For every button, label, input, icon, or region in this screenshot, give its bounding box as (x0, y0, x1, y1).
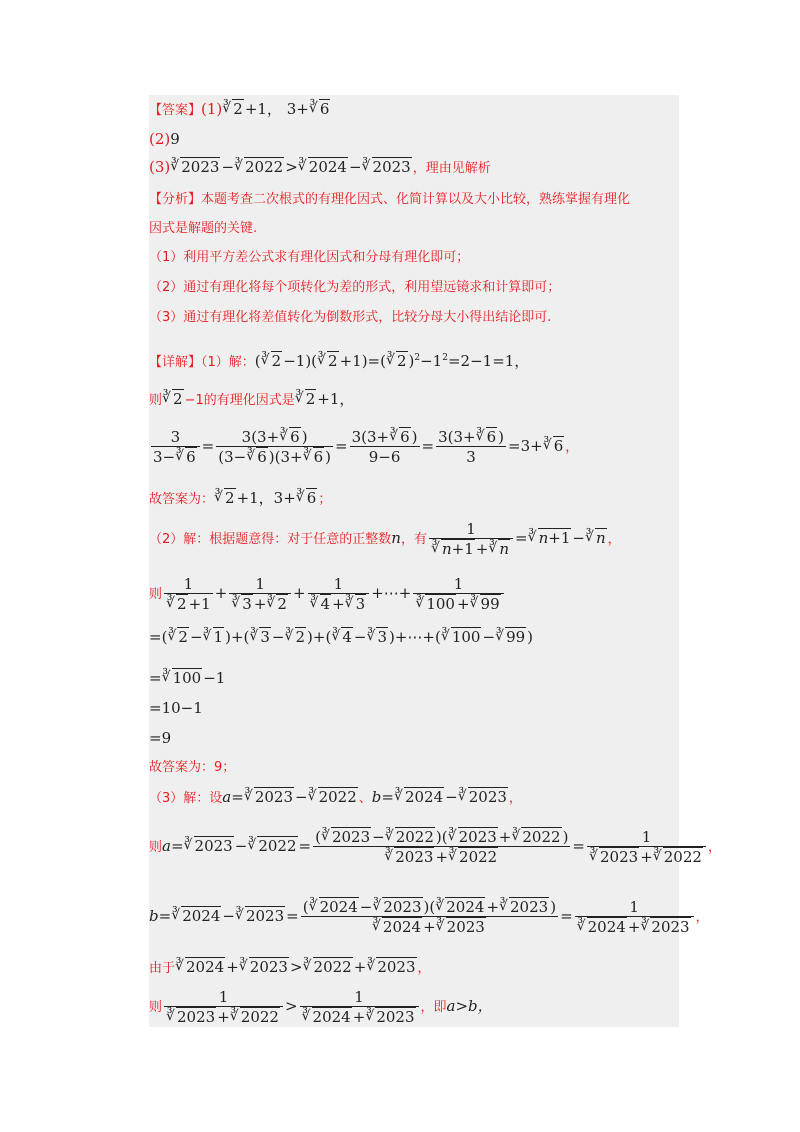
detail-part2-have: ，有 (400, 532, 427, 547)
radicand: 2 (396, 352, 407, 370)
cube-root-radical (448, 848, 498, 866)
denominator: (3−∛ 6 )(3+∛ 6 ) (216, 446, 333, 466)
radicand: 2022 (245, 158, 284, 176)
fraction (151, 428, 200, 466)
conclusion-a-gt-b: a>b， (446, 997, 493, 1015)
then-label: 则 (149, 1000, 163, 1015)
detail-part3-b-expr: b=∛ 2024 −∛ 2023 = (∛ 2024 −∛ 2023 )(∛ 2024 +∛ 2023 ) ∛ 2024 +∛ 2023 = 1 ∛ 2024 +∛ 2023 ， (149, 896, 709, 938)
radicand: 2 (173, 390, 183, 408)
fraction (436, 428, 506, 466)
radicand: 2023 (446, 918, 485, 936)
cube-root-radical (231, 595, 253, 613)
radicand: n+1 (441, 540, 474, 558)
detail-part2-line-3 (149, 668, 225, 688)
analysis-line-1 (149, 190, 630, 210)
variable-n: n (391, 529, 401, 547)
radicand: 2023 (372, 158, 411, 176)
denominator: ∛ 2023 +∛ 2022 (313, 846, 570, 866)
cube-root-radical (170, 157, 220, 177)
cube-root-radical (372, 898, 422, 916)
greater-sign: > (285, 158, 298, 176)
denominator: 9−6 (350, 446, 420, 466)
cube-root-radical (175, 448, 197, 466)
radicand: 6 (313, 448, 324, 466)
cube-root-radical (175, 957, 225, 977)
cube-root-radical (577, 918, 627, 936)
radicand: 2023 (383, 898, 422, 916)
detail-part2-intro: （2）解：根据题意得：对于任意的正整数n，有 1 ∛ n+1 +∛ n =∛ n+1 −∛ n ， (149, 520, 621, 558)
detail-part3-intro: （3）解：设a=∛ 2023 −∛ 2022 、b=∛ 2024 −∛ 2023 ， (149, 787, 522, 809)
radicand: 2023 (377, 958, 416, 976)
numerator: 1 (183, 575, 194, 593)
radicand: 6 (486, 428, 497, 446)
radicand: 3 (260, 628, 270, 646)
radicand: 2022 (240, 1008, 279, 1026)
radicand: 2023 (245, 907, 285, 925)
radicand: 2 (233, 100, 243, 118)
cube-root-radical (309, 898, 359, 916)
detail-part1-then-mid: −1的有理化因式是 (184, 393, 295, 408)
cube-root-radical (653, 848, 703, 866)
cube-root-radical (295, 389, 317, 409)
radicand: 2022 (522, 828, 561, 846)
radicand: 6 (553, 437, 564, 455)
cube-root-radical (321, 828, 371, 846)
radicand: 100 (451, 628, 481, 646)
detail-part2-answer: 故答案为：9； (149, 760, 236, 775)
numerator: 1 (453, 575, 464, 593)
radicand: 4 (342, 628, 352, 646)
variable-b: b (371, 788, 382, 806)
denominator: ∛ 2 +1 (164, 593, 213, 613)
cube-root-radical (303, 957, 353, 977)
fraction (350, 428, 420, 466)
radicand: 2023 (458, 828, 497, 846)
numerator: 1 (354, 988, 364, 1006)
cube-root-radical (435, 898, 485, 916)
cube-root-radical (372, 918, 422, 936)
radicand: 3 (242, 595, 252, 613)
cube-root-radical (362, 157, 412, 177)
answer-part3-tail: ，理由见解析 (412, 161, 491, 176)
radicand: 2023 (331, 828, 371, 846)
answer-line-2 (149, 129, 180, 149)
denominator: 3 (436, 446, 506, 466)
cube-root-radical (171, 896, 221, 936)
cube-root-radical (495, 627, 526, 647)
radicand: 4 (320, 595, 331, 613)
radicand: 2023 (376, 1008, 415, 1026)
radicand: 2 (225, 489, 235, 507)
cube-root-radical (166, 1008, 216, 1026)
cube-root-radical (222, 99, 244, 119)
answer-line-3 (149, 157, 491, 179)
cube-root-radical (394, 787, 444, 807)
comma: ， (508, 791, 522, 806)
radicand: 2023 (468, 788, 507, 806)
cube-root-radical (285, 627, 307, 647)
detail-part2-sum: 则 1 ∛ 2 +1 + 1 ∛ 3 +∛ 2 + 1 ∛ 4 +∛ 3 +⋯+ 1 ∛ 100 +∛ 99 (149, 575, 506, 613)
cube-root-radical (458, 787, 508, 807)
cube-root-radical (470, 595, 501, 613)
fraction (575, 898, 694, 936)
cube-root-radical (389, 428, 411, 446)
comma: ， (565, 440, 579, 455)
detail-part1-fraction-chain: $\frac{3}{3-∛ 6}$ = $\frac{3(3+∛ 6 )}{(3-∛ 6 )(3+∛ 6 )}$ = $\frac{3(3+∛ 6 )}{9-6}$ = $\frac{3(3+∛ 6 )}{3}$ =3+∛ 6 ， (149, 426, 578, 468)
detail-part3-conclusion: 则 1 ∛ 2023 +∛ 2022 > 1 ∛ 2024 +∛ 2023 ，即a>b， (149, 986, 493, 1028)
radicand: 6 (290, 428, 300, 446)
answer-part3-expr: ∛ 2023 −∛ 2022 >∛ 2024 −∛ 2023 (170, 158, 412, 176)
cube-root-radical (203, 627, 225, 647)
radicand: 2023 (181, 158, 220, 176)
denominator: ∛ 2023 +∛ 2022 (587, 846, 706, 866)
then-label: 则 (149, 393, 163, 408)
radicand: 2024 (382, 918, 422, 936)
cube-root-radical (162, 389, 184, 409)
fraction (301, 898, 558, 936)
cube-root-radical (589, 848, 639, 866)
fraction (313, 828, 570, 866)
detail-part3-since: 由于∛ 2024 +∛ 2023 >∛ 2022 +∛ 2023 ， (149, 957, 431, 979)
detail-part1-answer-mid: +1，3+ (236, 489, 296, 507)
fraction (429, 520, 513, 558)
cube-root-radical (511, 828, 561, 846)
numerator: 1 (218, 988, 229, 1006)
cube-root-radical (499, 898, 549, 916)
comma: ， (607, 532, 621, 547)
cube-root-radical (345, 595, 367, 613)
cube-root-radical (310, 595, 332, 613)
radicand: 2022 (663, 848, 702, 866)
radicand: 1 (213, 628, 224, 646)
detail-part3-intro-text: （3）解：设 (149, 791, 223, 806)
numerator: 3 (170, 428, 181, 446)
analysis-item-2: （2）通过有理化将每个项转化为差的形式，利用望远镜求和计算即可； (149, 280, 561, 295)
cube-root-radical (488, 540, 510, 558)
cube-root-radical (296, 488, 318, 508)
fraction (308, 575, 370, 613)
fraction (164, 575, 213, 613)
cube-root-radical (317, 351, 339, 371)
cube-root-radical (249, 627, 271, 647)
cube-root-radical (167, 627, 189, 647)
denominator: ∛ n+1 +∛ n (429, 538, 513, 558)
detail-part1-line-1 (149, 348, 529, 373)
analysis-line-2: 因式是解题的关键. (149, 221, 258, 236)
radicand: 2024 (446, 898, 485, 916)
radicand: 6 (319, 100, 330, 118)
radicand: 2023 (177, 1008, 216, 1026)
radicand: 2022 (318, 788, 357, 806)
radicand: 2024 (186, 958, 225, 976)
cube-root-radical (331, 627, 353, 647)
cube-root-radical (543, 426, 565, 466)
radicand: 2023 (395, 848, 434, 866)
cube-root-radical (476, 428, 498, 446)
radicand: 2 (328, 352, 338, 370)
cube-root-radical (239, 957, 289, 977)
cube-root-radical (436, 918, 486, 936)
fraction (229, 575, 291, 613)
cube-root-radical (415, 595, 456, 613)
radicand: 2024 (404, 788, 444, 806)
separator: 、 (358, 791, 372, 806)
radicand: 6 (257, 448, 267, 466)
answer-line-1 (149, 99, 331, 121)
radicand: 2 (305, 390, 316, 408)
denominator: ∛ 2024 +∛ 2023 (575, 916, 694, 936)
detail-part1-frac-tail: =3+ (508, 437, 543, 455)
numerator: 3(3+∛ 6 ) (436, 428, 506, 446)
cube-root-radical (528, 520, 572, 556)
radicand: n (499, 540, 510, 558)
radicand: 2 (178, 628, 188, 646)
fraction (300, 988, 419, 1026)
numerator: 1 (641, 828, 652, 846)
answer-tag: 【答案】 (149, 103, 202, 118)
answer-part2-label: (2) (149, 130, 171, 148)
denominator: ∛ 2023 +∛ 2022 (164, 1006, 283, 1026)
cube-root-radical (366, 957, 416, 977)
cube-root-radical (214, 488, 236, 508)
equals: = (149, 669, 162, 687)
cube-root-radical (162, 668, 203, 688)
radicand: 100 (172, 669, 202, 687)
numerator: 1 (333, 575, 344, 593)
radicand: 2024 (319, 898, 358, 916)
detail-part1-eq-tail: =2−1=1， (447, 352, 530, 370)
radicand: 3 (377, 628, 387, 646)
cube-root-radical (585, 520, 607, 556)
radicand: 99 (480, 595, 500, 613)
analysis-tag: 【分析】 (149, 192, 202, 207)
radicand: 2024 (312, 1008, 351, 1026)
cube-root-radical (234, 157, 284, 177)
cube-root-radical (230, 1008, 280, 1026)
radicand: 2023 (249, 958, 288, 976)
analysis-text-1: 本题考查二次根式的有理化因式、化简计算以及大小比较，熟练掌握有理化 (201, 192, 631, 207)
detail-part1-line-2 (149, 389, 354, 411)
variable-a: a (222, 788, 232, 806)
radicand: 6 (400, 428, 410, 446)
cube-root-radical (365, 1008, 415, 1026)
detail-part3-a-expr: 则a=∛ 2023 −∛ 2022 = (∛ 2023 −∛ 2022 )(∛ 2023 +∛ 2022 ) ∛ 2023 +∛ 2022 = 1 ∛ 2023 +∛ 2022 ， (149, 826, 721, 868)
detail-part2-line-4: =10−1 (149, 699, 203, 717)
cube-root-radical (448, 828, 498, 846)
radicand: 100 (426, 595, 455, 613)
radicand: n (595, 529, 606, 547)
answer-plus-one: +1， (244, 100, 282, 118)
radicand: 3 (355, 595, 366, 613)
semicolon: ； (318, 492, 332, 507)
numerator: (∛ 2023 −∛ 2022 )(∛ 2023 +∛ 2022 ) (313, 828, 570, 846)
answer-part1-expr (222, 100, 331, 118)
answer-part1-label: (1) (201, 100, 223, 118)
radicand: 2023 (600, 848, 639, 866)
radicand: 2023 (510, 898, 549, 916)
radicand: 2022 (313, 958, 352, 976)
radicand: 6 (186, 448, 196, 466)
radicand: 2022 (395, 828, 434, 846)
radicand: 2 (295, 628, 306, 646)
numerator: (∛ 2024 −∛ 2023 )(∛ 2024 +∛ 2023 ) (301, 898, 558, 916)
radicand: 2 (277, 595, 287, 613)
minus-one: −1 (203, 669, 226, 687)
conclusion-text: ，即 (420, 1000, 447, 1015)
fraction (164, 988, 283, 1026)
radicand: 6 (306, 489, 317, 507)
detail-part1-answer (149, 488, 331, 510)
cube-root-radical (309, 99, 331, 119)
cube-root-radical (385, 828, 435, 846)
fraction (413, 575, 503, 613)
cube-root-radical (386, 351, 408, 371)
denominator: ∛ 4 +∛ 3 (308, 593, 370, 613)
cube-root-radical (235, 896, 285, 936)
cube-root-radical (279, 428, 301, 446)
cube-root-radical (431, 540, 475, 558)
detail-part2-telescoping: =(∛ 2 −∛ 1 )+(∛ 3 −∛ 2 )+(∛ 4 −∛ 3 )+⋯+(∛ 100 −∛ 99 ) (149, 627, 533, 647)
cube-root-radical (366, 627, 388, 647)
cube-root-radical (308, 787, 358, 807)
cube-root-radical (247, 826, 297, 866)
radicand: 2023 (651, 918, 690, 936)
cube-root-radical (303, 448, 325, 466)
detail-part2-line-5: =9 (149, 729, 172, 747)
radicand: 2022 (258, 837, 297, 855)
cube-root-radical (261, 351, 283, 371)
cube-root-radical (244, 787, 294, 807)
radicand: n+1 (538, 529, 571, 547)
answer-part2-value: 9 (170, 130, 180, 148)
cube-root-radical (302, 1008, 352, 1026)
numerator: 1 (629, 898, 639, 916)
denominator: 3−∛ 6 (151, 446, 200, 466)
cube-root-radical (246, 448, 268, 466)
detail-part1-answer-label: 故答案为： (149, 492, 215, 507)
denominator: ∛ 3 +∛ 2 (229, 593, 291, 613)
radicand: 2023 (194, 837, 233, 855)
analysis-item-3: （3）通过有理化将差值转化为倒数形式，比较分母大小得出结论即可. (149, 310, 552, 325)
radicand: 2 (271, 352, 282, 370)
cube-root-radical (166, 595, 188, 613)
cube-root-radical (384, 848, 434, 866)
radicand: 2024 (308, 158, 347, 176)
fraction (216, 428, 333, 466)
radicand: 2023 (254, 788, 293, 806)
detail-part2-intro-text: （2）解：根据题意得：对于任意的正整数 (149, 532, 392, 547)
analysis-item-1: （1）利用平方差公式求有理化因式和分母有理化即可； (149, 250, 470, 265)
radicand: 2024 (587, 918, 626, 936)
numerator: 3(3+∛ 6 ) (350, 428, 420, 446)
then-label: 则 (149, 587, 163, 602)
cube-root-radical (266, 595, 288, 613)
cube-root-radical (640, 918, 690, 936)
ellipsis-plus: +⋯+ (371, 584, 412, 602)
numerator: 1 (255, 575, 265, 593)
cube-root-radical (441, 627, 482, 647)
numerator: 3(3+∛ 6 ) (216, 428, 333, 446)
detail-tag: 【详解】 (149, 355, 202, 370)
numerator: 1 (466, 520, 476, 538)
then-label: 则 (149, 840, 163, 855)
denominator: ∛ 100 +∛ 99 (413, 593, 503, 613)
detail-part1-then-end: +1， (317, 390, 355, 408)
radicand: 2024 (182, 907, 221, 925)
denominator: ∛ 2024 +∛ 2023 (301, 916, 558, 936)
radicand: 99 (506, 628, 526, 646)
cube-root-radical (184, 826, 234, 866)
detail-part1-equation: (∛ 2 −1)(∛ 2 +1)=(∛ 2 )$^2-1^2$ (255, 352, 448, 370)
cube-root-radical (298, 157, 348, 177)
fraction (587, 828, 706, 866)
answer-part3-label: (3) (149, 158, 171, 176)
denominator: ∛ 2024 +∛ 2023 (300, 1006, 419, 1026)
answer-three-plus: 3+ (286, 100, 309, 118)
radicand: 2022 (459, 848, 498, 866)
detail-part1-intro: （1）解： (201, 355, 255, 370)
radicand: 2 (177, 595, 187, 613)
since-label: 由于 (149, 961, 176, 976)
